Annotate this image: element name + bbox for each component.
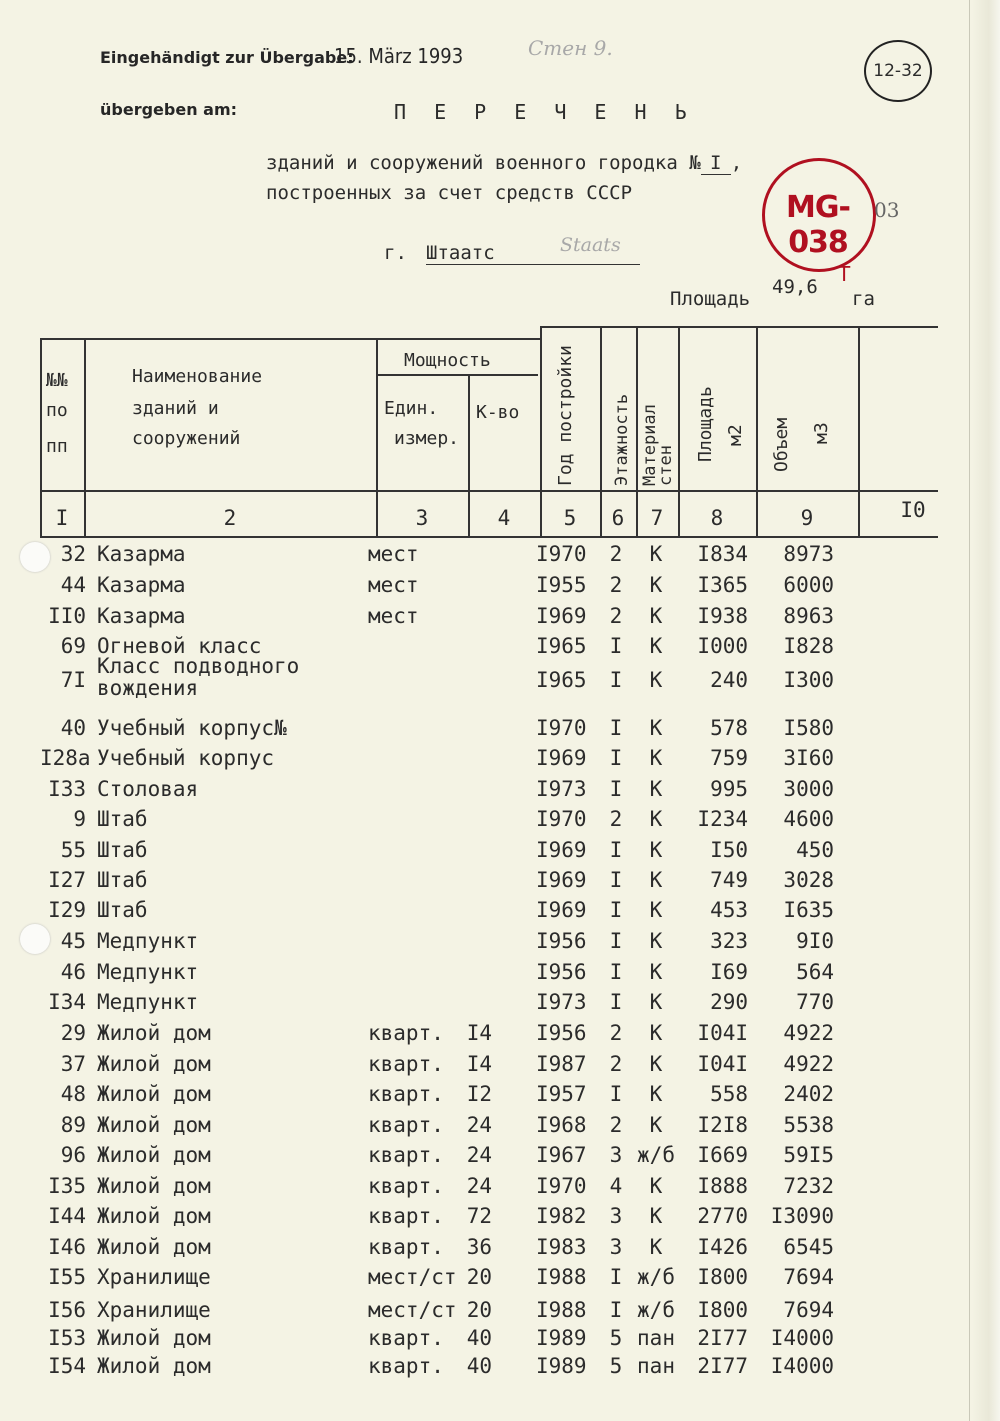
- cell-area: I938: [697, 604, 748, 628]
- header-area-1: Площадь: [695, 386, 716, 462]
- cell-fl: I: [609, 960, 623, 984]
- cell-area: I04I: [697, 1021, 748, 1045]
- cell-qty: I4: [466, 1021, 492, 1045]
- cell-area: 2I77: [697, 1354, 748, 1378]
- table-row: [0, 1174, 1000, 1204]
- cell-vol: 6545: [783, 1235, 834, 1259]
- cell-unit: мест/ст: [368, 1265, 457, 1289]
- table-row: [0, 542, 1000, 572]
- cell-fl: I: [609, 990, 623, 1014]
- city-pencil-note: Staats: [560, 234, 621, 256]
- header-volume-1: Объем: [771, 417, 792, 472]
- cell-year: I987: [536, 1052, 587, 1076]
- cell-area: 759: [710, 746, 748, 770]
- cell-mat: К: [649, 634, 663, 658]
- table-row: [0, 807, 1000, 837]
- cell-qty: I4: [466, 1052, 492, 1076]
- cell-name: Штаб: [97, 898, 148, 922]
- cell-year: I967: [536, 1143, 587, 1167]
- table-row: [0, 1354, 1000, 1384]
- cell-vol: 9I0: [796, 929, 834, 953]
- cell-vol: 2402: [783, 1082, 834, 1106]
- cell-name: Жилой дом: [97, 1235, 211, 1259]
- cell-area: I69: [710, 960, 748, 984]
- cell-fl: 2: [609, 542, 623, 566]
- table-row: [0, 838, 1000, 868]
- cell-name: Жилой дом: [97, 1113, 211, 1137]
- cell-year: I982: [536, 1204, 587, 1228]
- title-line-1-text: зданий и сооружений военного городка №: [266, 152, 701, 174]
- cell-area: I834: [697, 542, 748, 566]
- cell-area: I888: [697, 1174, 748, 1198]
- table-row: [0, 990, 1000, 1020]
- cell-vol: 8963: [783, 604, 834, 628]
- cell-area: 749: [710, 868, 748, 892]
- cell-area: 2I77: [697, 1326, 748, 1350]
- cell-unit: кварт.: [368, 1113, 444, 1137]
- cell-area: I234: [697, 807, 748, 831]
- header-number-3: пп: [46, 436, 68, 457]
- area-value: 49,6: [772, 276, 818, 298]
- area-label: Площадь: [670, 288, 751, 310]
- cell-n: 40: [60, 716, 86, 740]
- archive-number-circle: [864, 40, 932, 102]
- cell-name: Медпункт: [97, 960, 199, 984]
- cell-vol: 59I5: [783, 1143, 834, 1167]
- cell-fl: I: [609, 1265, 623, 1289]
- cell-fl: I: [609, 838, 623, 862]
- cell-n: 7I: [60, 668, 86, 692]
- cell-vol: 770: [796, 990, 834, 1014]
- cell-year: I969: [536, 746, 587, 770]
- cell-fl: 2: [609, 604, 623, 628]
- cell-n: I29: [48, 898, 86, 922]
- cell-qty: I2: [466, 1082, 492, 1106]
- cell-fl: 4: [609, 1174, 623, 1198]
- cell-fl: I: [609, 716, 623, 740]
- header-unit-2: измер.: [394, 428, 460, 449]
- cell-n: 55: [60, 838, 86, 862]
- cell-fl: 5: [609, 1354, 623, 1378]
- title-line-2: построенных за счет средств СССР: [266, 182, 633, 204]
- pencil-note: Стен 9.: [528, 36, 613, 60]
- cell-vol: I3090: [770, 1204, 834, 1228]
- cell-vol: I4000: [770, 1326, 834, 1350]
- cell-n: 46: [60, 960, 86, 984]
- cell-fl: 2: [609, 1052, 623, 1076]
- cell-n: I27: [48, 868, 86, 892]
- cell-qty: 24: [466, 1143, 492, 1167]
- cell-qty: 24: [466, 1174, 492, 1198]
- cell-year: I973: [536, 777, 587, 801]
- table-row: [0, 1204, 1000, 1234]
- cell-vol: 3I60: [783, 746, 834, 770]
- cell-name: Штаб: [97, 807, 148, 831]
- cell-n: 96: [60, 1143, 86, 1167]
- cell-vol: I635: [783, 898, 834, 922]
- cell-n: I46: [48, 1235, 86, 1259]
- col-number-1: I: [55, 506, 69, 530]
- table-row: [0, 777, 1000, 807]
- archive-number: 12-32: [873, 61, 923, 81]
- cell-vol: 3028: [783, 868, 834, 892]
- cell-name: Класс подводного: [97, 654, 300, 678]
- cell-unit: мест: [368, 604, 419, 628]
- cell-n: I28а: [40, 746, 91, 770]
- cell-n: II0: [48, 604, 86, 628]
- table-row: [0, 716, 1000, 746]
- cell-fl: I: [609, 1298, 623, 1322]
- cell-year: I965: [536, 668, 587, 692]
- seal-suffix: 03: [874, 198, 900, 222]
- cell-name: Учебный корпус: [97, 746, 275, 770]
- table-row: [0, 746, 1000, 776]
- header-name-3: сооружений: [132, 428, 241, 449]
- cell-name: Жилой дом: [97, 1174, 211, 1198]
- cell-year: I969: [536, 838, 587, 862]
- cell-fl: 2: [609, 1021, 623, 1045]
- table-row: [0, 573, 1000, 603]
- cell-unit: кварт.: [368, 1052, 444, 1076]
- cell-qty: 40: [466, 1354, 492, 1378]
- cell-n: 89: [60, 1113, 86, 1137]
- cell-vol: 7694: [783, 1265, 834, 1289]
- cell-qty: 36: [466, 1235, 492, 1259]
- cell-area: I50: [710, 838, 748, 862]
- cell-name: Жилой дом: [97, 1052, 211, 1076]
- cell-fl: I: [609, 929, 623, 953]
- city-name: Штаатс: [426, 242, 640, 265]
- cell-n: 48: [60, 1082, 86, 1106]
- cell-fl: I: [609, 634, 623, 658]
- cell-mat: К: [649, 807, 663, 831]
- cell-year: I989: [536, 1326, 587, 1350]
- col-number-3: 3: [415, 506, 429, 530]
- cell-unit: мест: [368, 573, 419, 597]
- cell-unit: мест: [368, 542, 419, 566]
- cell-year: I956: [536, 1021, 587, 1045]
- cell-n: I35: [48, 1174, 86, 1198]
- cell-area: I800: [697, 1265, 748, 1289]
- header-name-2: зданий и: [132, 398, 219, 419]
- header-volume-2: м3: [811, 422, 832, 444]
- col-number-10: I0: [900, 498, 926, 522]
- col-number-9: 9: [800, 506, 814, 530]
- cell-name: Медпункт: [97, 929, 199, 953]
- cell-n: I53: [48, 1326, 86, 1350]
- table-row: [0, 1113, 1000, 1143]
- cell-vol: I300: [783, 668, 834, 692]
- cell-mat: К: [649, 960, 663, 984]
- cell-year: I956: [536, 929, 587, 953]
- cell-name: Казарма: [97, 573, 186, 597]
- col-number-5: 5: [563, 506, 577, 530]
- table-row: [0, 1052, 1000, 1082]
- cell-fl: I: [609, 777, 623, 801]
- cell-year: I970: [536, 807, 587, 831]
- table-row: [0, 898, 1000, 928]
- cell-area: I2I8: [697, 1113, 748, 1137]
- cell-fl: I: [609, 668, 623, 692]
- cell-year: I983: [536, 1235, 587, 1259]
- cell-fl: 3: [609, 1143, 623, 1167]
- header-quantity: К-во: [476, 402, 520, 423]
- cell-fl: 2: [609, 573, 623, 597]
- header-power: Мощность: [404, 350, 491, 371]
- cell-year: I969: [536, 898, 587, 922]
- cell-mat: К: [649, 1113, 663, 1137]
- cell-n: 32: [60, 542, 86, 566]
- cell-area: 578: [710, 716, 748, 740]
- table-row: [0, 929, 1000, 959]
- cell-area: I000: [697, 634, 748, 658]
- cell-vol: 7232: [783, 1174, 834, 1198]
- cell-unit: кварт.: [368, 1204, 444, 1228]
- cell-name-line-2: вождения: [97, 676, 199, 700]
- cell-name: Казарма: [97, 604, 186, 628]
- cell-mat: ж/б: [637, 1298, 675, 1322]
- cell-year: I989: [536, 1354, 587, 1378]
- cell-unit: кварт.: [368, 1235, 444, 1259]
- cell-unit: кварт.: [368, 1143, 444, 1167]
- cell-mat: К: [649, 1174, 663, 1198]
- cell-mat: К: [649, 777, 663, 801]
- cell-fl: 3: [609, 1235, 623, 1259]
- cell-unit: кварт.: [368, 1021, 444, 1045]
- cell-area: 323: [710, 929, 748, 953]
- cell-qty: 40: [466, 1326, 492, 1350]
- cell-vol: I828: [783, 634, 834, 658]
- cell-vol: 564: [796, 960, 834, 984]
- cell-vol: I580: [783, 716, 834, 740]
- table-row: [0, 1143, 1000, 1173]
- cell-name: Штаб: [97, 838, 148, 862]
- col-number-6: 6: [611, 506, 625, 530]
- cell-mat: К: [649, 716, 663, 740]
- col-number-4: 4: [497, 506, 511, 530]
- cell-n: I44: [48, 1204, 86, 1228]
- cell-year: I969: [536, 604, 587, 628]
- header-material-2: стен: [656, 445, 676, 486]
- cell-area: I669: [697, 1143, 748, 1167]
- cell-vol: 6000: [783, 573, 834, 597]
- seal-mark: T: [838, 262, 851, 286]
- cell-year: I988: [536, 1265, 587, 1289]
- handover-stamp-label: Eingehändigt zur Übergabe:: [100, 48, 354, 67]
- cell-mat: К: [649, 1021, 663, 1045]
- table-row: [0, 868, 1000, 898]
- cell-n: 45: [60, 929, 86, 953]
- cell-mat: К: [649, 573, 663, 597]
- cell-area: 453: [710, 898, 748, 922]
- cell-n: I33: [48, 777, 86, 801]
- cell-fl: I: [609, 868, 623, 892]
- cell-n: 44: [60, 573, 86, 597]
- cell-vol: 4922: [783, 1052, 834, 1076]
- cell-unit: мест/ст: [368, 1298, 457, 1322]
- cell-unit: кварт.: [368, 1082, 444, 1106]
- cell-qty: 72: [466, 1204, 492, 1228]
- header-number-2: по: [46, 400, 68, 421]
- header-year: Год постройки: [555, 345, 576, 486]
- cell-n: I54: [48, 1354, 86, 1378]
- cell-unit: кварт.: [368, 1354, 444, 1378]
- garrison-number: I: [701, 152, 731, 175]
- cell-fl: I: [609, 898, 623, 922]
- cell-mat: пан: [637, 1326, 675, 1350]
- cell-mat: К: [649, 1235, 663, 1259]
- cell-name: Штаб: [97, 868, 148, 892]
- cell-name: Учебный корпус№: [97, 716, 287, 740]
- cell-mat: К: [649, 1082, 663, 1106]
- cell-area: 995: [710, 777, 748, 801]
- cell-n: I34: [48, 990, 86, 1014]
- cell-mat: К: [649, 838, 663, 862]
- cell-mat: ж/б: [637, 1143, 675, 1167]
- cell-fl: 2: [609, 807, 623, 831]
- cell-qty: 20: [466, 1265, 492, 1289]
- cell-name: Жилой дом: [97, 1021, 211, 1045]
- cell-mat: К: [649, 1052, 663, 1076]
- cell-area: I426: [697, 1235, 748, 1259]
- cell-vol: 8973: [783, 542, 834, 566]
- table-row: [0, 1021, 1000, 1051]
- cell-fl: 2: [609, 1113, 623, 1137]
- cell-name: Жилой дом: [97, 1082, 211, 1106]
- cell-name: Жилой дом: [97, 1143, 211, 1167]
- received-stamp-label: übergeben am:: [100, 100, 238, 119]
- table-row: [0, 654, 1000, 700]
- cell-name: Жилой дом: [97, 1204, 211, 1228]
- header-floors: Этажность: [612, 393, 632, 486]
- cell-qty: 20: [466, 1298, 492, 1322]
- cell-qty: 24: [466, 1113, 492, 1137]
- cell-vol: I4000: [770, 1354, 834, 1378]
- table-row: [0, 1235, 1000, 1265]
- cell-year: I970: [536, 542, 587, 566]
- title-line-1: зданий и сооружений военного городка № I ,: [266, 152, 743, 174]
- cell-year: I956: [536, 960, 587, 984]
- handover-stamp-date: 15. März 1993: [334, 44, 464, 68]
- cell-year: I973: [536, 990, 587, 1014]
- header-name-1: Наименование: [132, 366, 263, 387]
- cell-unit: кварт.: [368, 1326, 444, 1350]
- cell-mat: К: [649, 746, 663, 770]
- cell-name: Казарма: [97, 542, 186, 566]
- cell-mat: К: [649, 668, 663, 692]
- table-row: [0, 1298, 1000, 1328]
- cell-vol: 4922: [783, 1021, 834, 1045]
- cell-vol: 5538: [783, 1113, 834, 1137]
- cell-n: 69: [60, 634, 86, 658]
- cell-mat: К: [649, 868, 663, 892]
- table-row: [0, 1082, 1000, 1112]
- cell-name: Столовая: [97, 777, 199, 801]
- cell-mat: К: [649, 542, 663, 566]
- table-row: [0, 604, 1000, 634]
- cell-n: 29: [60, 1021, 86, 1045]
- cell-mat: ж/б: [637, 1265, 675, 1289]
- cell-fl: 3: [609, 1204, 623, 1228]
- cell-vol: 4600: [783, 807, 834, 831]
- city-prefix: г.: [384, 242, 407, 264]
- header-number-1: №№: [46, 370, 68, 391]
- cell-mat: К: [649, 604, 663, 628]
- cell-year: I957: [536, 1082, 587, 1106]
- table-row: [0, 1326, 1000, 1356]
- cell-name: Хранилище: [97, 1298, 211, 1322]
- cell-year: I970: [536, 716, 587, 740]
- cell-mat: К: [649, 898, 663, 922]
- cell-name: Медпункт: [97, 990, 199, 1014]
- cell-area: 290: [710, 990, 748, 1014]
- cell-mat: К: [649, 929, 663, 953]
- cell-year: I970: [536, 1174, 587, 1198]
- cell-area: I365: [697, 573, 748, 597]
- header-material-1: Материал: [640, 404, 660, 486]
- cell-mat: К: [649, 1204, 663, 1228]
- table-row: [0, 960, 1000, 990]
- cell-year: I988: [536, 1298, 587, 1322]
- cell-fl: I: [609, 746, 623, 770]
- cell-vol: 3000: [783, 777, 834, 801]
- cell-area: I800: [697, 1298, 748, 1322]
- table-row: [0, 1265, 1000, 1295]
- cell-year: I969: [536, 868, 587, 892]
- cell-fl: 5: [609, 1326, 623, 1350]
- cell-year: I968: [536, 1113, 587, 1137]
- cell-mat: К: [649, 990, 663, 1014]
- cell-area: 240: [710, 668, 748, 692]
- col-number-8: 8: [710, 506, 724, 530]
- red-seal-text: MG-038: [786, 190, 850, 260]
- col-number-7: 7: [650, 506, 664, 530]
- cell-n: I56: [48, 1298, 86, 1322]
- cell-area: 558: [710, 1082, 748, 1106]
- cell-area: 2770: [697, 1204, 748, 1228]
- header-unit-1: Един.: [384, 398, 439, 419]
- cell-n: 37: [60, 1052, 86, 1076]
- cell-fl: I: [609, 1082, 623, 1106]
- cell-mat: пан: [637, 1354, 675, 1378]
- cell-vol: 450: [796, 838, 834, 862]
- col-number-2: 2: [223, 506, 237, 530]
- cell-name: Жилой дом: [97, 1326, 211, 1350]
- cell-n: 9: [73, 807, 86, 831]
- area-unit: га: [852, 288, 875, 310]
- cell-n: I55: [48, 1265, 86, 1289]
- cell-year: I965: [536, 634, 587, 658]
- cell-name: Огневой класс: [97, 634, 262, 658]
- cell-vol: 7694: [783, 1298, 834, 1322]
- cell-year: I955: [536, 573, 587, 597]
- cell-name: Хранилище: [97, 1265, 211, 1289]
- cell-name: Жилой дом: [97, 1354, 211, 1378]
- cell-area: I04I: [697, 1052, 748, 1076]
- header-area-2: м2: [725, 424, 746, 446]
- cell-unit: кварт.: [368, 1174, 444, 1198]
- document-title: П Е Р Е Ч Е Н Ь: [394, 100, 695, 124]
